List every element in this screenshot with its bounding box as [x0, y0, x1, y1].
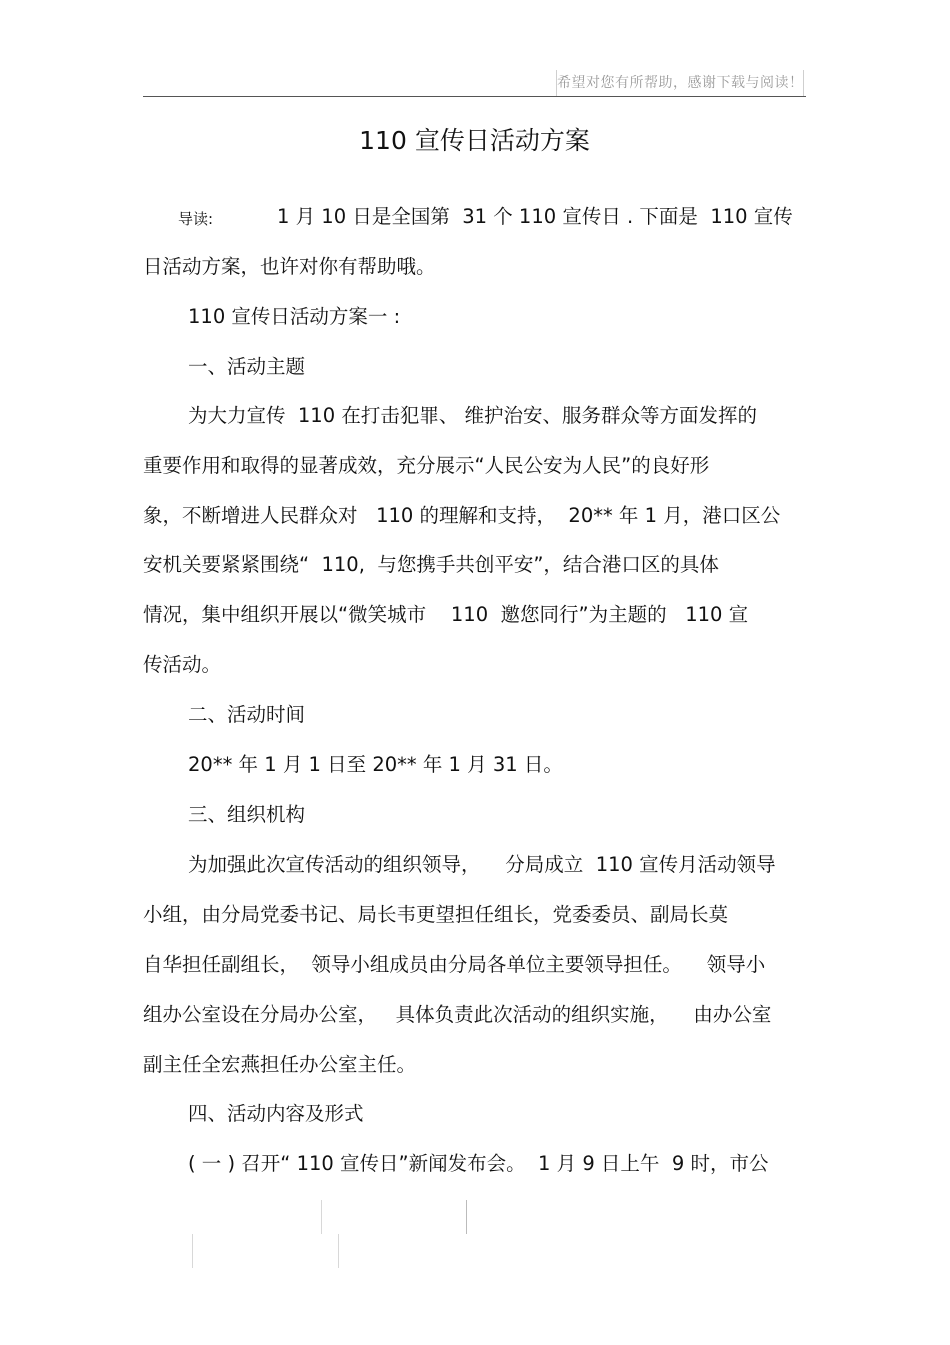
paragraph-line: 日活动方案，也许对你有帮助哦。 [143, 255, 436, 278]
scan-artifact-line [321, 1200, 322, 1234]
paragraph-line: 象，不断增进人民群众对 110 的理解和支持， 20** 年 1 月，港口区公 [143, 504, 781, 527]
header-rule [143, 96, 806, 97]
scan-artifact-line [192, 1234, 193, 1268]
scan-artifact-line [338, 1234, 339, 1268]
paragraph-line: ( 一 ) 召开“ 110 宣传日”新闻发布会。 1 月 9 日上午 9 时，市公 [188, 1152, 769, 1175]
paragraph-line: 情况，集中组织开展以“微笑城市 110 邀您同行”为主题的 110 宣 [143, 603, 749, 626]
paragraph-line: 小组，由分局党委书记、局长韦更望担任组长，党委委员、副局长莫 [143, 903, 729, 926]
paragraph-line: 副主任全宏燕担任办公室主任。 [143, 1053, 417, 1076]
section-heading-theme: 一、活动主题 [188, 355, 306, 378]
paragraph-line: 重要作用和取得的显著成效，充分展示“人民公安为人民”的良好形 [143, 454, 710, 477]
section-heading-organization: 三、组织机构 [188, 803, 306, 826]
intro-label: 导读: [178, 210, 214, 228]
paragraph-line: 为加强此次宣传活动的组织领导， 分局成立 110 宣传月活动领导 [188, 853, 776, 876]
plan-heading: 110 宣传日活动方案一 : [188, 305, 401, 328]
paragraph-line: 安机关要紧紧围绕“ 110, 与您携手共创平安”，结合港口区的具体 [143, 553, 719, 576]
document-title: 110 宣传日活动方案 [359, 126, 590, 155]
header-banner: 希望对您有所帮助，感谢下载与阅读！ [556, 70, 804, 97]
paragraph-line: 20** 年 1 月 1 日至 20** 年 1 月 31 日。 [188, 753, 563, 776]
paragraph-line: 自华担任副组长， 领导小组成员由分局各单位主要领导担任。 领导小 [143, 953, 766, 976]
scan-artifact-line [466, 1200, 467, 1234]
paragraph-line: 组办公室设在分局办公室， 具体负责此次活动的组织实施， 由办公室 [143, 1003, 772, 1026]
paragraph-line: 为大力宣传 110 在打击犯罪、 维护治安、服务群众等方面发挥的 [188, 404, 758, 427]
section-heading-content: 四、活动内容及形式 [188, 1102, 364, 1125]
intro-text: 1 月 10 日是全国第 31 个 110 宣传日 . 下面是 110 宣传 [277, 205, 793, 228]
paragraph-line: 传活动。 [143, 653, 222, 676]
section-heading-time: 二、活动时间 [188, 703, 306, 726]
